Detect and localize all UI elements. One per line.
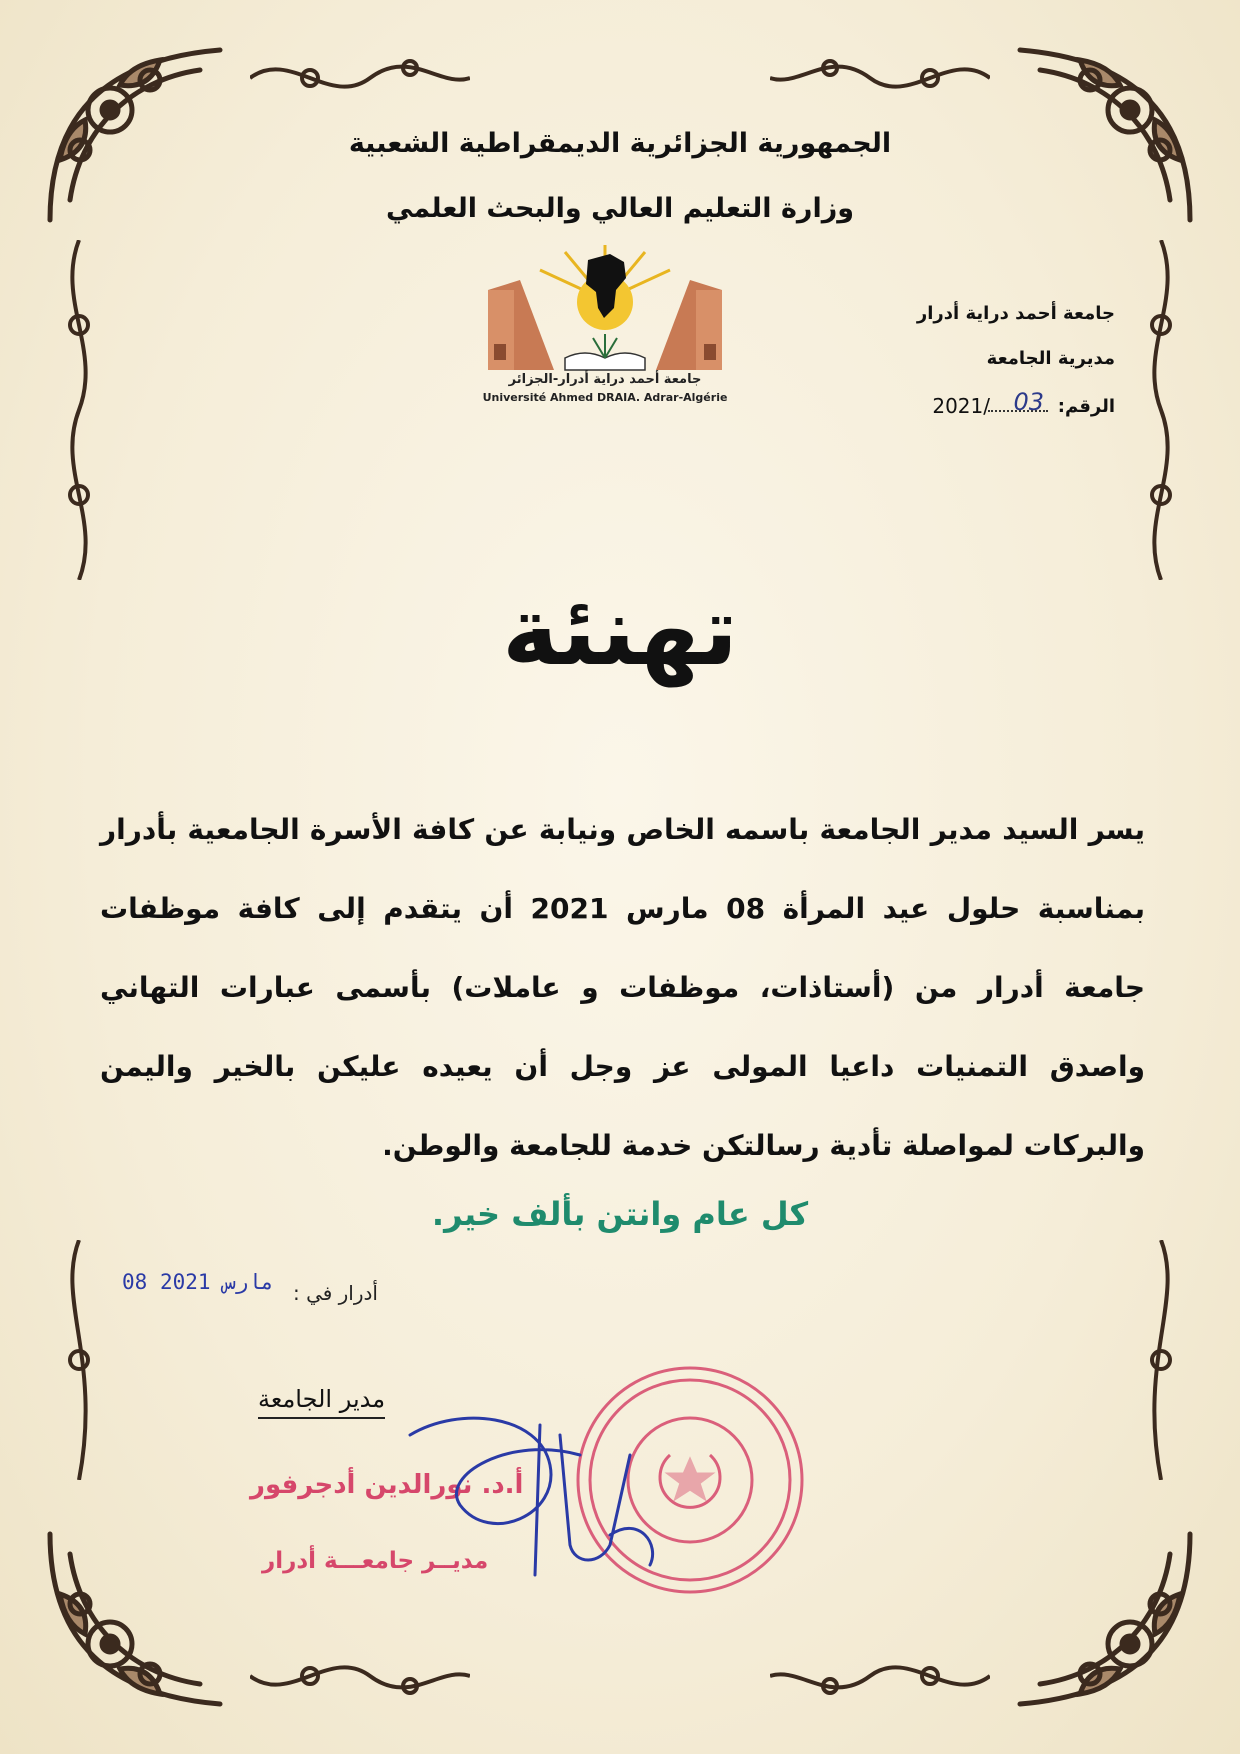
handwritten-signature-icon: [400, 1395, 700, 1585]
place-date-stamp: 08 مارس 2021: [122, 1270, 274, 1294]
stamp-director-name: أ.د. نورالدين أدجرفور: [250, 1470, 524, 1500]
logo-arabic-caption: جامعة أحمد دراية أدرار-الجزائر: [508, 372, 702, 387]
ornament-side-right-icon: [1138, 240, 1184, 580]
ornament-bottom-right-icon: [770, 1646, 990, 1706]
logo-french-caption: Université Ahmed DRAIA. Adrar-Algérie: [482, 391, 728, 404]
document-title: تهنئة: [501, 575, 738, 687]
reference-label: الرقم:: [1057, 396, 1115, 417]
place-label: أدرار في :: [292, 1281, 378, 1305]
closing-wish: كل عام وانتن بألف خير.: [431, 1195, 809, 1233]
ornament-bottom-left-icon: [250, 1646, 470, 1706]
ornament-side-left-lower-icon: [56, 1240, 102, 1480]
republic-heading: الجمهورية الجزائرية الديمقراطية الشعبية: [348, 128, 892, 159]
issuer-university: جامعة أحمد دراية أدرار: [916, 303, 1115, 324]
congratulation-body: يسر السيد مدير الجامعة باسمه الخاص ونيابة عن كافة الأسرة الجامعية بأدرار بمناسبة حلول عيد المرأة 08 مارس 2021 أن يتقدم إلى كافة موظفات جامعة أدرار من (أستاذات، موظفات و عاملات) بأسمى عبارات التهاني واصدق التمنيات داعيا المولى عز وجل أن يعيده عليكن بالخير واليمن والبركات لمواصلة تأدية رسالتكن خدمة للجامعة والوطن.: [100, 813, 1145, 1162]
ornament-corner-bottom-left-icon: [40, 1524, 230, 1714]
ornament-side-left-icon: [56, 240, 102, 580]
ornament-corner-bottom-right-icon: [1010, 1524, 1200, 1714]
director-title: مدير الجامعة: [258, 1385, 385, 1419]
ornament-top-right-icon: [770, 48, 990, 108]
reference-year: 2021/: [932, 394, 990, 418]
ornament-top-left-icon: [250, 48, 470, 108]
ornament-side-right-lower-icon: [1138, 1240, 1184, 1480]
stamp-director-role: مديــر جامعـــة أدرار: [262, 1548, 489, 1574]
ministry-heading: وزارة التعليم العالي والبحث العلمي: [385, 193, 855, 224]
reference-number: 03: [1013, 388, 1044, 416]
issuer-department: مديرية الجامعة: [986, 348, 1115, 369]
